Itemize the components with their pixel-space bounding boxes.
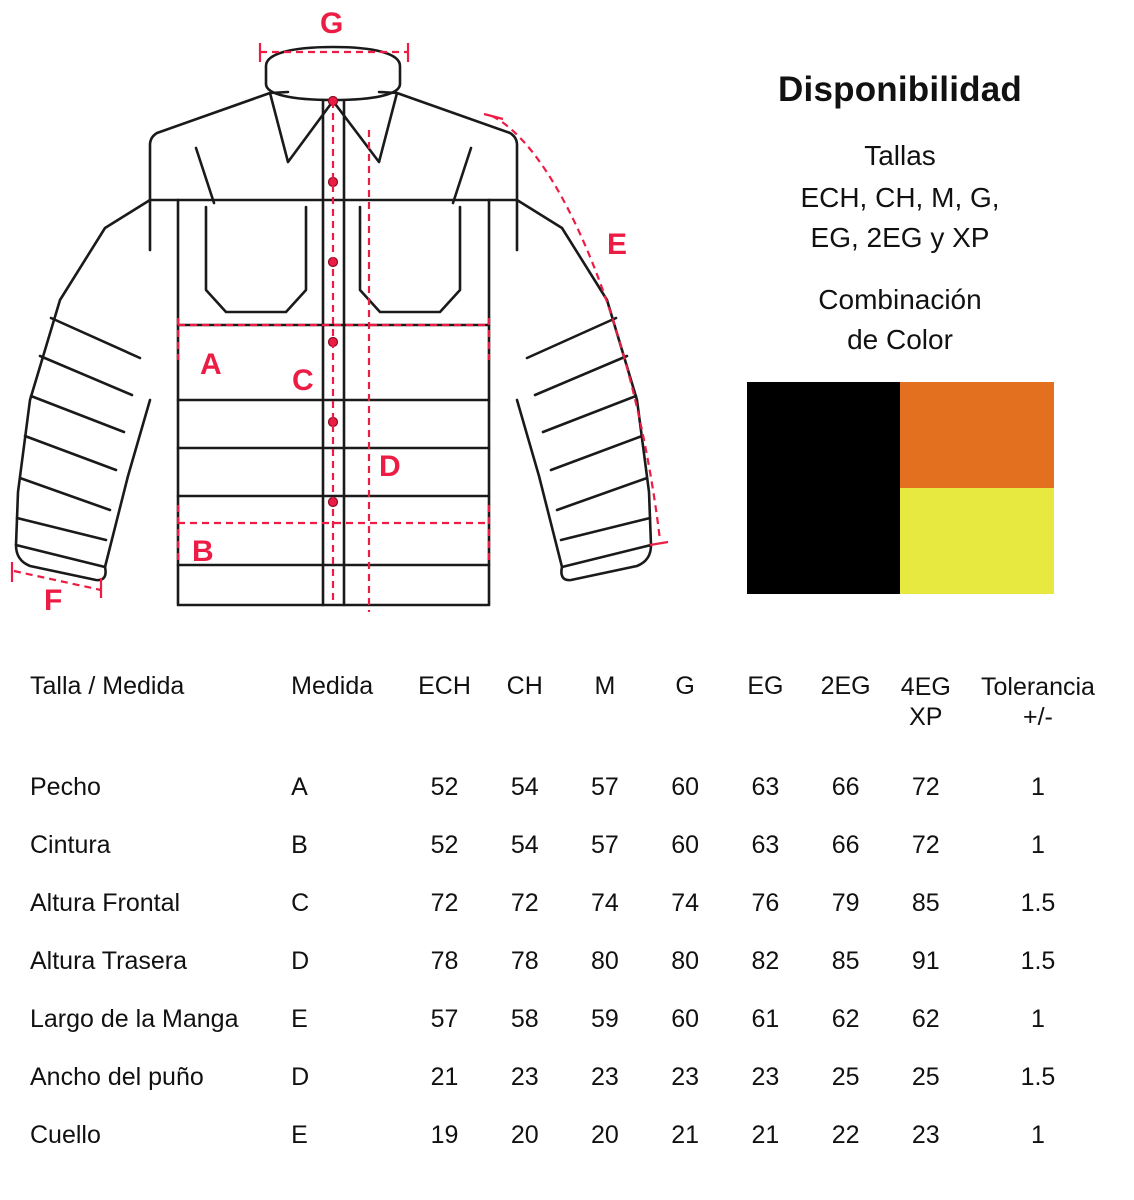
cell-eg: 21 — [751, 1120, 780, 1149]
header-4eg-line-1: 4EG — [900, 673, 951, 701]
cell-tolerance: 1 — [1031, 772, 1045, 801]
diagram-label-E: E — [607, 228, 628, 261]
row-label: Ancho del puño — [30, 1062, 204, 1091]
cell-ch: 72 — [510, 888, 539, 917]
diagram-label-C: C — [292, 364, 314, 397]
garment-diagram — [0, 0, 700, 650]
header-talla-medida: Talla / Medida — [30, 672, 185, 700]
cell-4eg-xp: 62 — [911, 1004, 940, 1033]
table-header — [30, 672, 1110, 758]
table-row — [30, 990, 1110, 1048]
cell-eg: 63 — [751, 830, 780, 859]
cell-g: 74 — [671, 888, 700, 917]
cell-2eg: 62 — [831, 1004, 860, 1033]
cell-2eg: 22 — [831, 1120, 860, 1149]
header-4eg-xp — [886, 672, 966, 758]
cell-tolerance: 1.5 — [1020, 1062, 1056, 1091]
cell-2eg: 25 — [831, 1062, 860, 1091]
cell-eg: 63 — [751, 772, 780, 801]
header-g: G — [675, 672, 695, 700]
cell-g: 60 — [671, 830, 700, 859]
cell-ech: 52 — [430, 830, 459, 859]
cell-g: 80 — [671, 946, 700, 975]
cell-g: 23 — [671, 1062, 700, 1091]
cell-4eg-xp: 91 — [911, 946, 940, 975]
availability-panel — [690, 70, 1110, 594]
row-label: Pecho — [30, 772, 101, 801]
cell-2eg: 79 — [831, 888, 860, 917]
header-tolerancia — [966, 672, 1110, 758]
cell-eg: 61 — [751, 1004, 780, 1033]
row-letter: C — [291, 888, 310, 917]
cell-g: 60 — [671, 1004, 700, 1033]
availability-title: Disponibilidad — [778, 70, 1022, 109]
cell-ech: 72 — [430, 888, 459, 917]
cell-ech: 19 — [430, 1120, 459, 1149]
sizes-line-2: EG, 2EG y XP — [810, 222, 990, 253]
cell-eg: 82 — [751, 946, 780, 975]
cell-m: 57 — [591, 772, 619, 801]
header-2eg: 2EG — [820, 672, 871, 700]
cell-ch: 58 — [510, 1004, 539, 1033]
cell-g: 21 — [671, 1120, 700, 1149]
cell-eg: 23 — [751, 1062, 780, 1091]
cell-tolerance: 1 — [1031, 830, 1045, 859]
header-ech: ECH — [418, 672, 471, 700]
row-letter: D — [291, 1062, 310, 1091]
row-letter: E — [291, 1004, 308, 1033]
cell-ech: 52 — [430, 772, 459, 801]
color-swatches — [747, 382, 1054, 594]
diagram-label-F: F — [44, 584, 63, 617]
sizes-line-1: ECH, CH, M, G, — [800, 182, 1000, 213]
table-row — [30, 874, 1110, 932]
diagram-label-A: A — [200, 348, 222, 381]
header-medida: Medida — [291, 672, 374, 700]
row-letter: D — [291, 946, 310, 975]
header-4eg-line-2: XP — [909, 703, 943, 731]
sizes-label: Tallas — [864, 140, 936, 171]
cell-4eg-xp: 23 — [911, 1120, 940, 1149]
cell-2eg: 66 — [831, 772, 860, 801]
header-tolerancia-line-2: +/- — [1023, 703, 1053, 731]
cell-ch: 23 — [510, 1062, 539, 1091]
cell-m: 74 — [591, 888, 619, 917]
cell-ch: 54 — [510, 772, 539, 801]
cell-m: 20 — [591, 1120, 619, 1149]
cell-eg: 76 — [751, 888, 780, 917]
cell-ch: 20 — [510, 1120, 539, 1149]
cell-tolerance: 1 — [1031, 1004, 1045, 1033]
cell-g: 60 — [671, 772, 700, 801]
header-ch: CH — [506, 672, 543, 700]
row-label: Cintura — [30, 830, 111, 859]
row-label: Altura Frontal — [30, 888, 181, 917]
table-body — [30, 758, 1110, 1164]
row-label: Cuello — [30, 1120, 101, 1149]
cell-ech: 78 — [430, 946, 459, 975]
header-eg: EG — [747, 672, 784, 700]
cell-m: 59 — [591, 1004, 619, 1033]
cell-m: 80 — [591, 946, 619, 975]
table-row — [30, 1048, 1110, 1106]
diagram-label-G: G — [320, 7, 344, 40]
cell-ch: 78 — [510, 946, 539, 975]
measurements-table-wrap — [30, 672, 1110, 1164]
table-row — [30, 1106, 1110, 1164]
cell-ech: 57 — [430, 1004, 459, 1033]
table-row — [30, 932, 1110, 990]
row-label: Altura Trasera — [30, 946, 188, 975]
cell-ech: 21 — [430, 1062, 459, 1091]
table-row — [30, 758, 1110, 816]
table-row — [30, 816, 1110, 874]
row-letter: B — [291, 830, 308, 859]
cell-tolerance: 1.5 — [1020, 888, 1056, 917]
row-label: Largo de la Manga — [30, 1004, 239, 1033]
cell-m: 57 — [591, 830, 619, 859]
cell-4eg-xp: 25 — [911, 1062, 940, 1091]
color-combination-line-1: Combinación — [818, 284, 982, 315]
cell-2eg: 85 — [831, 946, 860, 975]
color-combination-line-2: de Color — [847, 324, 953, 355]
row-letter: A — [291, 772, 308, 801]
header-m: M — [594, 672, 616, 700]
cell-m: 23 — [591, 1062, 619, 1091]
measurements-table — [30, 672, 1110, 1164]
diagram-label-B: B — [192, 535, 214, 568]
diagram-label-D: D — [379, 450, 401, 483]
cell-tolerance: 1.5 — [1020, 946, 1056, 975]
cell-4eg-xp: 72 — [911, 830, 940, 859]
swatch-yellow — [900, 488, 1054, 594]
swatch-black — [747, 382, 901, 594]
cell-ch: 54 — [510, 830, 539, 859]
header-tolerancia-line-1: Tolerancia — [980, 673, 1095, 701]
row-letter: E — [291, 1120, 308, 1149]
cell-4eg-xp: 72 — [911, 772, 940, 801]
cell-2eg: 66 — [831, 830, 860, 859]
table-header-row — [30, 672, 1110, 758]
cell-tolerance: 1 — [1031, 1120, 1045, 1149]
swatch-orange — [900, 382, 1054, 488]
cell-4eg-xp: 85 — [911, 888, 940, 917]
